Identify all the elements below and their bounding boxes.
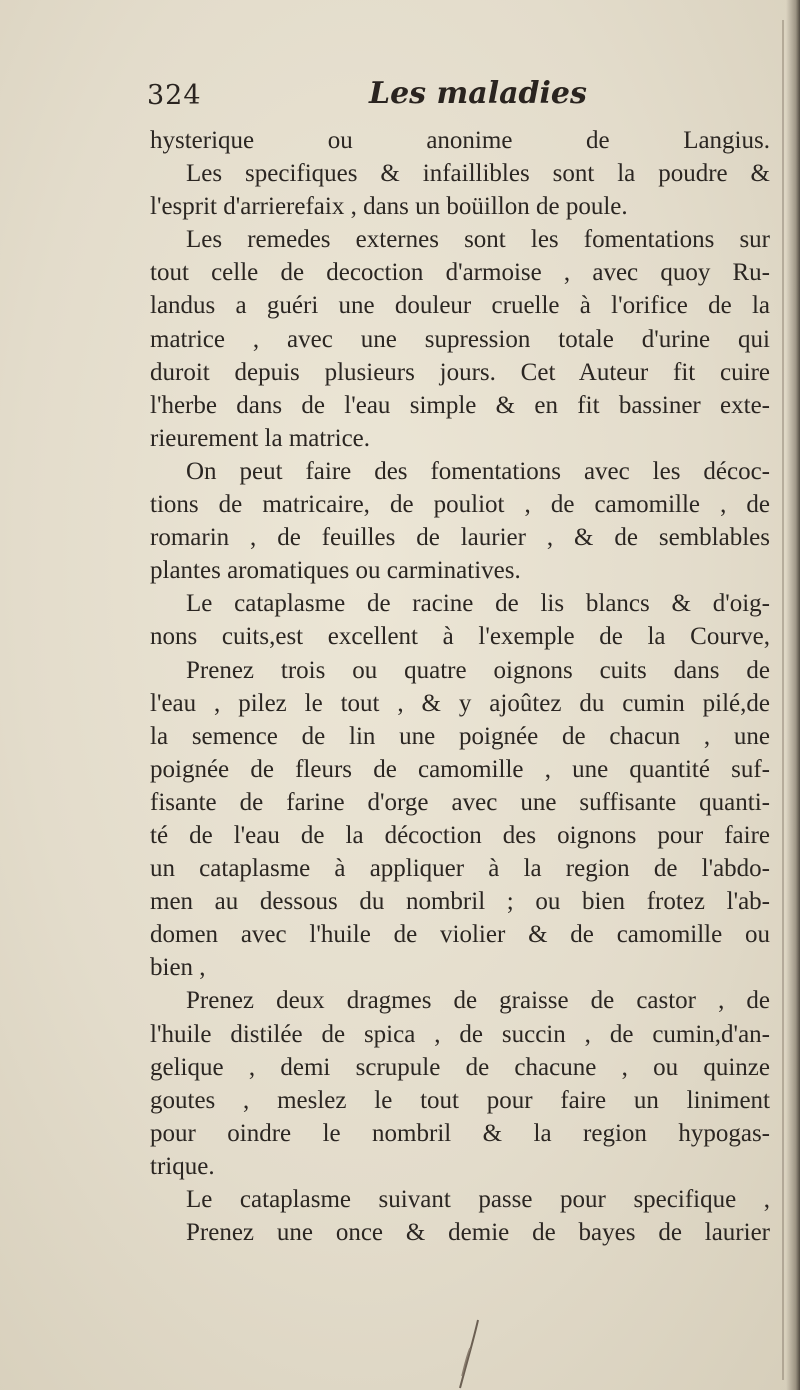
text-line: tions de matricaire, de pouliot , de camomille , de <box>150 491 770 519</box>
text-line: romarin , de feuilles de laurier , & de semblables <box>150 524 770 552</box>
text-line: l'esprit d'arrierefaix , dans un boüillon de poule. <box>150 193 628 221</box>
text-line: goutes , meslez le tout pour faire un liniment <box>150 1086 770 1114</box>
body-text <box>150 124 770 1249</box>
text-line: landus a guéri une douleur cruelle à l'orifice de la <box>150 292 770 320</box>
text-line: matrice , avec une supression totale d'urine qui <box>150 325 770 353</box>
pencil-mark-icon <box>438 1318 498 1390</box>
text-line: plantes aromatiques ou carminatives. <box>150 557 521 585</box>
text-line: Le cataplasme de racine de lis blancs & d'oig- <box>186 590 770 618</box>
text-line: Les remedes externes sont les fomentations sur <box>186 226 770 254</box>
text-line: fisante de farine d'orge avec une suffisante quanti- <box>150 788 770 816</box>
page-edge-shadow <box>786 0 800 1390</box>
text-line: un cataplasme à appliquer à la region de l'abdo- <box>150 855 770 883</box>
text-line: men au dessous du nombril ; ou bien frotez l'ab- <box>150 888 770 916</box>
text-line: bien , <box>150 954 206 982</box>
text-line: Prenez une once & demie de bayes de laurier <box>186 1219 770 1247</box>
page-edge-line <box>782 20 784 1380</box>
text-line: trique. <box>150 1152 215 1180</box>
page-number: 324 <box>147 80 202 111</box>
text-line: nons cuits,est excellent à l'exemple de la Courve, <box>150 623 770 651</box>
text-line: Prenez trois ou quatre oignons cuits dans de <box>186 656 770 684</box>
page-header <box>147 76 707 122</box>
text-line: duroit depuis plusieurs jours. Cet Auteur fit cuire <box>150 358 770 386</box>
text-line: On peut faire des fomentations avec les décoc- <box>186 457 770 485</box>
text-line: rieurement la matrice. <box>150 424 371 452</box>
text-line: tout celle de decoction d'armoise , avec quoy Ru- <box>150 259 770 287</box>
text-line: poignée de fleurs de camomille , une quantité suf- <box>150 755 770 783</box>
text-line: Le cataplasme suivant passe pour specifique , <box>186 1186 770 1213</box>
text-line: l'eau , pilez le tout , & y ajoûtez du cumin pilé,de <box>150 689 770 717</box>
text-line: Prenez deux dragmes de graisse de castor , de <box>186 987 770 1015</box>
running-head: Les maladies <box>369 76 587 111</box>
text-line: hysterique ou anonime de Langius. <box>150 127 770 154</box>
text-line: té de l'eau de la décoction des oignons pour faire <box>150 821 770 849</box>
text-line: Les specifiques & infaillibles sont la poudre & <box>186 160 770 188</box>
text-line: gelique , demi scrupule de chacune , ou quinze <box>150 1053 770 1081</box>
text-line: pour oindre le nombril & la region hypogas- <box>150 1119 770 1147</box>
text-line: l'huile distilée de spica , de succin , de cumin,d'an- <box>150 1020 770 1048</box>
text-line: l'herbe dans de l'eau simple & en fit bassiner exte- <box>150 391 770 419</box>
text-line: la semence de lin une poignée de chacun , une <box>150 722 770 750</box>
text-line: domen avec l'huile de violier & de camomille ou <box>150 921 770 949</box>
